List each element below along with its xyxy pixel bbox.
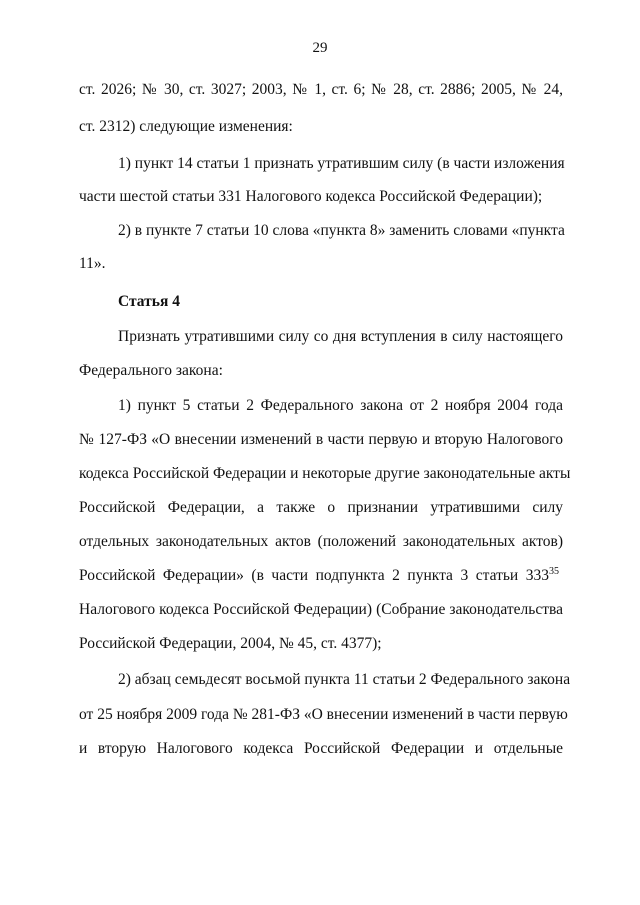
paragraph-item-1-start: 1) пункт 14 статьи 1 признать утратившим силу (в части изложения xyxy=(118,155,565,172)
superscript: 35 xyxy=(549,566,559,577)
text-line: ст. 2026; № 30, ст. 3027; 2003, № 1, ст. 6; № 28, ст. 2886; 2005, № 24, xyxy=(79,81,563,98)
paragraph-item-1-start: 1) пункт 5 статьи 2 Федерального закона от 2 ноября 2004 года xyxy=(118,397,563,414)
text-line: Налогового кодекса Российской Федерации) (Собрание законодательства xyxy=(79,601,563,618)
text-line-main: Российской Федерации» (в части подпункта 2 пункта 3 статьи 333 xyxy=(79,567,549,584)
text-line: части шестой статьи 331 Налогового кодекса Российской Федерации); xyxy=(79,188,543,205)
paragraph-item-2-start: 2) абзац семьдесят восьмой пункта 11 статьи 2 Федерального закона xyxy=(118,671,571,688)
text-line: 11». xyxy=(79,255,106,272)
text-line: Российской Федерации, 2004, № 45, ст. 4377); xyxy=(79,635,382,652)
text-line: от 25 ноября 2009 года № 281-ФЗ «О внесении изменений в части первую xyxy=(79,706,568,723)
page-number: 29 xyxy=(312,40,328,56)
superscript-line xyxy=(549,566,569,586)
text-line: № 127-ФЗ «О внесении изменений в части первую и вторую Налогового xyxy=(79,431,563,448)
text-line-with-superscript xyxy=(79,566,549,586)
text-line: Федерального закона: xyxy=(79,362,223,379)
text-line: кодекса Российской Федерации и некоторые другие законодательные акты xyxy=(79,465,571,482)
text-line: и вторую Налогового кодекса Российской Федерации и отдельные xyxy=(79,740,563,757)
text-line: Российской Федерации, а также о признании утратившими силу xyxy=(79,499,563,516)
paragraph-item-2-start: 2) в пункте 7 статьи 10 слова «пункта 8» заменить словами «пункта xyxy=(118,222,565,239)
article-heading: Статья 4 xyxy=(118,293,180,310)
text-line: отдельных законодательных актов (положений законодательных актов) xyxy=(79,533,563,550)
text-line: ст. 2312) следующие изменения: xyxy=(79,118,293,135)
paragraph-start: Признать утратившими силу со дня вступления в силу настоящего xyxy=(118,328,563,345)
